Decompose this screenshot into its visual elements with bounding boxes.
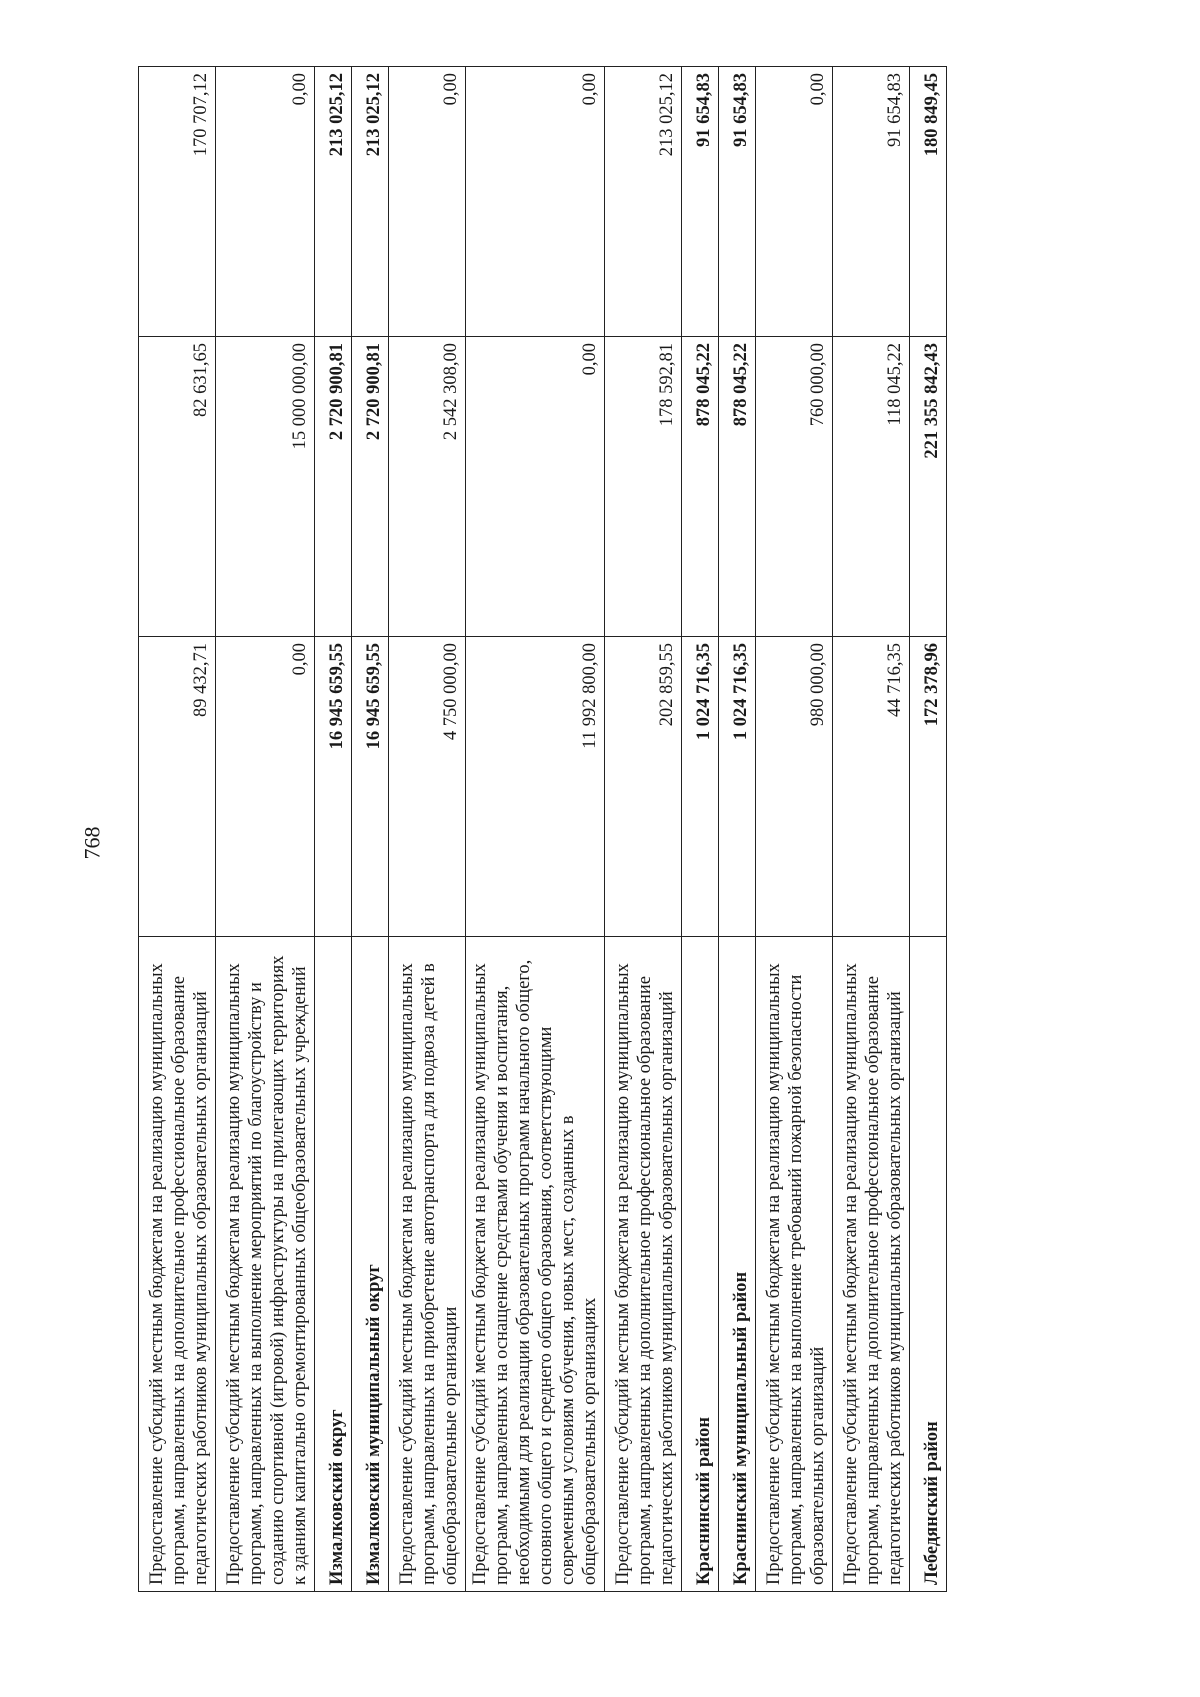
row-description: Предоставление субсидий местным бюджетам на реализацию муниципальных программ, направленных на дополнительное профессиональное образование педагогических работников муниципальных образовательных организаций (833, 937, 910, 1592)
row-value-3: 0,00 (466, 67, 605, 337)
row-value-2: 2 720 900,81 (352, 337, 389, 637)
budget-table (138, 66, 947, 1592)
row-value-3: 0,00 (756, 67, 833, 337)
row-description: Предоставление субсидий местным бюджетам на реализацию муниципальных программ, направленных на выполнение мероприятий по благоустройству и созданию спортивной (игровой) инфраструктуры на прилегающих территориях к зданиям капитально отремонтированных общеобразовательных учреждений (216, 937, 315, 1592)
row-description: Краснинский муниципальный район (719, 937, 756, 1592)
row-description: Краснинский район (682, 937, 719, 1592)
row-value-2: 178 592,81 (605, 337, 682, 637)
row-value-2: 878 045,22 (719, 337, 756, 637)
table-row-subtotal (910, 67, 947, 1592)
table-row-subtotal (719, 67, 756, 1592)
row-value-1: 4 750 000,00 (389, 637, 466, 937)
table-row (216, 67, 315, 1592)
row-value-1: 172 378,96 (910, 637, 947, 937)
row-value-3: 213 025,12 (605, 67, 682, 337)
row-value-2: 2 720 900,81 (315, 337, 352, 637)
row-value-2: 15 000 000,00 (216, 337, 315, 637)
table-row-subtotal (682, 67, 719, 1592)
row-value-3: 170 707,12 (139, 67, 216, 337)
row-value-1: 202 859,55 (605, 637, 682, 937)
row-value-2: 118 045,22 (833, 337, 910, 637)
row-value-1: 44 716,35 (833, 637, 910, 937)
row-description: Предоставление субсидий местным бюджетам на реализацию муниципальных программ, направленных на приобретение автотранспорта для подвоза детей в общеобразовательные организации (389, 937, 466, 1592)
row-value-3: 91 654,83 (833, 67, 910, 337)
row-description: Лебедянский район (910, 937, 947, 1592)
row-value-3: 0,00 (389, 67, 466, 337)
row-value-1: 16 945 659,55 (315, 637, 352, 937)
row-description: Предоставление субсидий местным бюджетам на реализацию муниципальных программ, направленных на дополнительное профессиональное образование педагогических работников муниципальных образовательных организаций (605, 937, 682, 1592)
row-value-2: 221 355 842,43 (910, 337, 947, 637)
document-table-container (138, 67, 1092, 1592)
table-row (756, 67, 833, 1592)
table-row-subtotal (315, 67, 352, 1592)
table-row (389, 67, 466, 1592)
row-value-3: 213 025,12 (352, 67, 389, 337)
row-value-3: 91 654,83 (719, 67, 756, 337)
row-value-2: 82 631,65 (139, 337, 216, 637)
row-value-1: 16 945 659,55 (352, 637, 389, 937)
table-row (139, 67, 216, 1592)
row-description: Измалковский округ (315, 937, 352, 1592)
row-value-2: 2 542 308,00 (389, 337, 466, 637)
row-description: Предоставление субсидий местным бюджетам на реализацию муниципальных программ, направленных на дополнительное профессиональное образование педагогических работников муниципальных образовательных организаций (139, 937, 216, 1592)
row-value-2: 0,00 (466, 337, 605, 637)
row-value-1: 1 024 716,35 (682, 637, 719, 937)
row-value-1: 0,00 (216, 637, 315, 937)
row-value-1: 89 432,71 (139, 637, 216, 937)
table-row (466, 67, 605, 1592)
row-value-1: 980 000,00 (756, 637, 833, 937)
row-value-3: 91 654,83 (682, 67, 719, 337)
row-description: Измалковский муниципальный округ (352, 937, 389, 1592)
table-row-subtotal (352, 67, 389, 1592)
table-row (605, 67, 682, 1592)
row-value-1: 11 992 800,00 (466, 637, 605, 937)
row-value-2: 878 045,22 (682, 337, 719, 637)
row-value-1: 1 024 716,35 (719, 637, 756, 937)
table-row (833, 67, 910, 1592)
row-description: Предоставление субсидий местным бюджетам на реализацию муниципальных программ, направленных на выполнение требований пожарной безопасности образовательных организаций (756, 937, 833, 1592)
row-value-2: 760 000,00 (756, 337, 833, 637)
row-description: Предоставление субсидий местным бюджетам на реализацию муниципальных программ, направленных на оснащение средствами обучения и воспитания, необходимыми для реализации образовательных программ начального общего, основного общего и среднего общего образования, соответствующими современным условиям обучения, новых мест, созданных в общеобразовательных организациях (466, 937, 605, 1592)
row-value-3: 180 849,45 (910, 67, 947, 337)
row-value-3: 213 025,12 (315, 67, 352, 337)
page-number: 768 (79, 826, 105, 860)
row-value-3: 0,00 (216, 67, 315, 337)
